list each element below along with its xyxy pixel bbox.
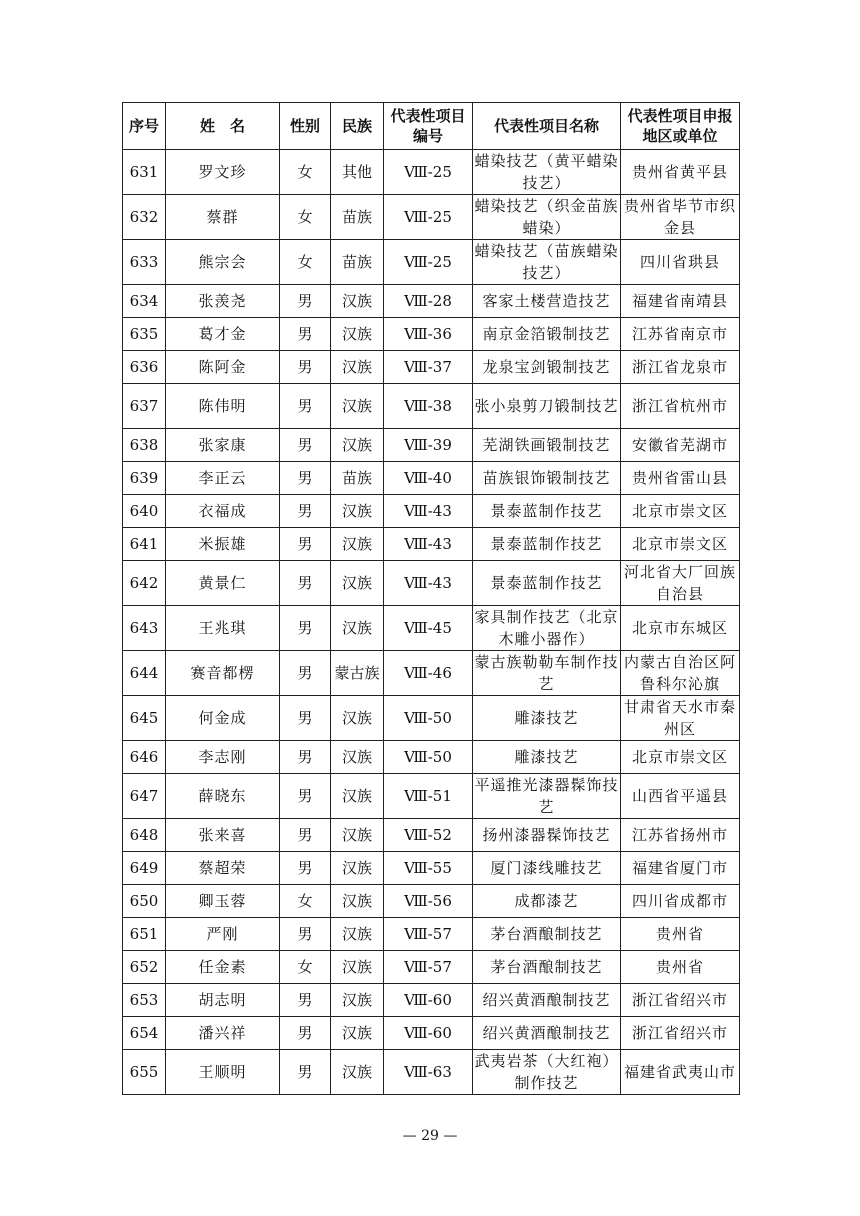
ethnicity-cell: 汉族 <box>331 696 384 741</box>
ethnicity-cell: 苗族 <box>331 195 384 240</box>
header-index: 序号 <box>123 103 166 150</box>
row-index-cell: 637 <box>123 384 166 429</box>
row-index-cell: 631 <box>123 150 166 195</box>
project-name-cell: 蜡染技艺（苗族蜡染技艺） <box>473 240 621 285</box>
inheritor-name-cell: 任金素 <box>166 951 280 984</box>
gender-cell: 男 <box>280 741 331 774</box>
ethnicity-cell: 汉族 <box>331 852 384 885</box>
project-name-cell: 南京金箔锻制技艺 <box>473 318 621 351</box>
project-code-cell: Ⅷ-38 <box>384 384 473 429</box>
ethnicity-cell: 苗族 <box>331 240 384 285</box>
gender-cell: 男 <box>280 561 331 606</box>
ethnicity-cell: 汉族 <box>331 351 384 384</box>
gender-cell: 男 <box>280 606 331 651</box>
header-project-code: 代表性项目编号 <box>384 103 473 150</box>
header-ethnicity: 民族 <box>331 103 384 150</box>
project-code-cell: Ⅷ-46 <box>384 651 473 696</box>
project-name-cell: 雕漆技艺 <box>473 741 621 774</box>
row-index-cell: 652 <box>123 951 166 984</box>
gender-cell: 女 <box>280 885 331 918</box>
project-name-cell: 景泰蓝制作技艺 <box>473 495 621 528</box>
project-code-cell: Ⅷ-45 <box>384 606 473 651</box>
ethnicity-cell: 汉族 <box>331 318 384 351</box>
ethnicity-cell: 汉族 <box>331 528 384 561</box>
table-row <box>123 1050 740 1095</box>
region-cell: 北京市崇文区 <box>621 741 740 774</box>
row-index-cell: 653 <box>123 984 166 1017</box>
inheritor-name-cell: 胡志明 <box>166 984 280 1017</box>
project-code-cell: Ⅷ-50 <box>384 696 473 741</box>
project-code-cell: Ⅷ-63 <box>384 1050 473 1095</box>
table-row <box>123 528 740 561</box>
header-gender: 性别 <box>280 103 331 150</box>
region-cell: 福建省南靖县 <box>621 285 740 318</box>
row-index-cell: 641 <box>123 528 166 561</box>
project-code-cell: Ⅷ-52 <box>384 819 473 852</box>
row-index-cell: 632 <box>123 195 166 240</box>
project-code-cell: Ⅷ-60 <box>384 984 473 1017</box>
project-name-cell: 绍兴黄酒酿制技艺 <box>473 984 621 1017</box>
table-row <box>123 885 740 918</box>
region-cell: 内蒙古自治区阿鲁科尔沁旗 <box>621 651 740 696</box>
row-index-cell: 642 <box>123 561 166 606</box>
ethnicity-cell: 汉族 <box>331 885 384 918</box>
ethnicity-cell: 汉族 <box>331 918 384 951</box>
gender-cell: 男 <box>280 462 331 495</box>
table-row <box>123 351 740 384</box>
gender-cell: 男 <box>280 819 331 852</box>
inheritor-name-cell: 何金成 <box>166 696 280 741</box>
gender-cell: 男 <box>280 1017 331 1050</box>
region-cell: 北京市东城区 <box>621 606 740 651</box>
project-code-cell: Ⅷ-60 <box>384 1017 473 1050</box>
project-name-cell: 成都漆艺 <box>473 885 621 918</box>
inheritor-name-cell: 严刚 <box>166 918 280 951</box>
project-code-cell: Ⅷ-43 <box>384 528 473 561</box>
project-code-cell: Ⅷ-56 <box>384 885 473 918</box>
ethnicity-cell: 苗族 <box>331 462 384 495</box>
project-name-cell: 茅台酒酿制技艺 <box>473 918 621 951</box>
table-row <box>123 741 740 774</box>
row-index-cell: 646 <box>123 741 166 774</box>
inheritor-name-cell: 薛晓东 <box>166 774 280 819</box>
gender-cell: 男 <box>280 429 331 462</box>
project-name-cell: 平遥推光漆器髹饰技艺 <box>473 774 621 819</box>
project-name-cell: 张小泉剪刀锻制技艺 <box>473 384 621 429</box>
inheritor-name-cell: 李志刚 <box>166 741 280 774</box>
ethnicity-cell: 汉族 <box>331 774 384 819</box>
ethnicity-cell: 汉族 <box>331 1017 384 1050</box>
header-region: 代表性项目申报地区或单位 <box>621 103 740 150</box>
project-code-cell: Ⅷ-28 <box>384 285 473 318</box>
gender-cell: 女 <box>280 951 331 984</box>
project-name-cell: 景泰蓝制作技艺 <box>473 528 621 561</box>
table-row <box>123 696 740 741</box>
table-row <box>123 285 740 318</box>
inheritor-name-cell: 罗文珍 <box>166 150 280 195</box>
table-row <box>123 462 740 495</box>
inheritor-name-cell: 蔡超荣 <box>166 852 280 885</box>
inheritor-name-cell: 张家康 <box>166 429 280 462</box>
row-index-cell: 635 <box>123 318 166 351</box>
region-cell: 浙江省绍兴市 <box>621 984 740 1017</box>
ethnicity-cell: 汉族 <box>331 984 384 1017</box>
project-name-cell: 武夷岩茶（大红袍）制作技艺 <box>473 1050 621 1095</box>
table-row <box>123 606 740 651</box>
header-project-name: 代表性项目名称 <box>473 103 621 150</box>
ethnicity-cell: 其他 <box>331 150 384 195</box>
inheritor-name-cell: 张羡尧 <box>166 285 280 318</box>
region-cell: 江苏省扬州市 <box>621 819 740 852</box>
gender-cell: 男 <box>280 651 331 696</box>
row-index-cell: 649 <box>123 852 166 885</box>
gender-cell: 男 <box>280 1050 331 1095</box>
table-row <box>123 819 740 852</box>
ethnicity-cell: 汉族 <box>331 819 384 852</box>
table-row <box>123 384 740 429</box>
region-cell: 福建省武夷山市 <box>621 1050 740 1095</box>
project-code-cell: Ⅷ-57 <box>384 951 473 984</box>
gender-cell: 男 <box>280 495 331 528</box>
row-index-cell: 648 <box>123 819 166 852</box>
table-row <box>123 429 740 462</box>
project-name-cell: 芜湖铁画锻制技艺 <box>473 429 621 462</box>
region-cell: 贵州省 <box>621 918 740 951</box>
row-index-cell: 633 <box>123 240 166 285</box>
row-index-cell: 651 <box>123 918 166 951</box>
gender-cell: 男 <box>280 528 331 561</box>
inheritor-name-cell: 陈伟明 <box>166 384 280 429</box>
table-row <box>123 984 740 1017</box>
row-index-cell: 640 <box>123 495 166 528</box>
row-index-cell: 655 <box>123 1050 166 1095</box>
project-code-cell: Ⅷ-25 <box>384 240 473 285</box>
row-index-cell: 643 <box>123 606 166 651</box>
inheritor-name-cell: 米振雄 <box>166 528 280 561</box>
inheritor-name-cell: 王兆琪 <box>166 606 280 651</box>
inheritor-name-cell: 蔡群 <box>166 195 280 240</box>
table-row <box>123 195 740 240</box>
inheritor-name-cell: 王顺明 <box>166 1050 280 1095</box>
region-cell: 江苏省南京市 <box>621 318 740 351</box>
table-row <box>123 1017 740 1050</box>
project-name-cell: 客家土楼营造技艺 <box>473 285 621 318</box>
row-index-cell: 650 <box>123 885 166 918</box>
row-index-cell: 636 <box>123 351 166 384</box>
header-name: 姓 名 <box>166 103 280 150</box>
project-name-cell: 扬州漆器髹饰技艺 <box>473 819 621 852</box>
row-index-cell: 638 <box>123 429 166 462</box>
region-cell: 浙江省绍兴市 <box>621 1017 740 1050</box>
row-index-cell: 634 <box>123 285 166 318</box>
table-row <box>123 852 740 885</box>
page-number: — 29 — <box>402 1128 458 1144</box>
inheritor-name-cell: 葛才金 <box>166 318 280 351</box>
project-code-cell: Ⅷ-25 <box>384 195 473 240</box>
project-name-cell: 厦门漆线雕技艺 <box>473 852 621 885</box>
region-cell: 北京市崇文区 <box>621 528 740 561</box>
ethnicity-cell: 蒙古族 <box>331 651 384 696</box>
row-index-cell: 644 <box>123 651 166 696</box>
project-code-cell: Ⅷ-36 <box>384 318 473 351</box>
region-cell: 安徽省芜湖市 <box>621 429 740 462</box>
table-row <box>123 561 740 606</box>
inheritor-name-cell: 李正云 <box>166 462 280 495</box>
region-cell: 浙江省杭州市 <box>621 384 740 429</box>
region-cell: 北京市崇文区 <box>621 495 740 528</box>
ethnicity-cell: 汉族 <box>331 384 384 429</box>
region-cell: 贵州省毕节市织金县 <box>621 195 740 240</box>
project-name-cell: 蜡染技艺（黄平蜡染技艺） <box>473 150 621 195</box>
project-name-cell: 龙泉宝剑锻制技艺 <box>473 351 621 384</box>
project-code-cell: Ⅷ-57 <box>384 918 473 951</box>
gender-cell: 男 <box>280 318 331 351</box>
gender-cell: 女 <box>280 195 331 240</box>
gender-cell: 男 <box>280 384 331 429</box>
ethnicity-cell: 汉族 <box>331 429 384 462</box>
project-code-cell: Ⅷ-39 <box>384 429 473 462</box>
project-code-cell: Ⅷ-37 <box>384 351 473 384</box>
region-cell: 贵州省黄平县 <box>621 150 740 195</box>
project-name-cell: 绍兴黄酒酿制技艺 <box>473 1017 621 1050</box>
region-cell: 浙江省龙泉市 <box>621 351 740 384</box>
project-code-cell: Ⅷ-55 <box>384 852 473 885</box>
gender-cell: 男 <box>280 351 331 384</box>
region-cell: 四川省成都市 <box>621 885 740 918</box>
project-code-cell: Ⅷ-40 <box>384 462 473 495</box>
project-name-cell: 茅台酒酿制技艺 <box>473 951 621 984</box>
gender-cell: 男 <box>280 696 331 741</box>
region-cell: 山西省平遥县 <box>621 774 740 819</box>
region-cell: 河北省大厂回族自治县 <box>621 561 740 606</box>
region-cell: 甘肃省天水市秦州区 <box>621 696 740 741</box>
project-name-cell: 苗族银饰锻制技艺 <box>473 462 621 495</box>
gender-cell: 男 <box>280 285 331 318</box>
gender-cell: 女 <box>280 240 331 285</box>
inheritor-name-cell: 熊宗会 <box>166 240 280 285</box>
table-row <box>123 774 740 819</box>
gender-cell: 男 <box>280 984 331 1017</box>
table-row <box>123 651 740 696</box>
region-cell: 福建省厦门市 <box>621 852 740 885</box>
table-row <box>123 495 740 528</box>
project-name-cell: 家具制作技艺（北京木雕小器作） <box>473 606 621 651</box>
region-cell: 四川省珙县 <box>621 240 740 285</box>
inheritor-name-cell: 赛音都楞 <box>166 651 280 696</box>
project-code-cell: Ⅷ-51 <box>384 774 473 819</box>
ethnicity-cell: 汉族 <box>331 741 384 774</box>
table-row <box>123 150 740 195</box>
inheritor-name-cell: 黄景仁 <box>166 561 280 606</box>
gender-cell: 女 <box>280 150 331 195</box>
project-code-cell: Ⅷ-25 <box>384 150 473 195</box>
gender-cell: 男 <box>280 774 331 819</box>
table-header-row <box>123 103 740 150</box>
gender-cell: 男 <box>280 852 331 885</box>
ethnicity-cell: 汉族 <box>331 951 384 984</box>
row-index-cell: 647 <box>123 774 166 819</box>
project-name-cell: 蜡染技艺（织金苗族蜡染） <box>473 195 621 240</box>
project-code-cell: Ⅷ-50 <box>384 741 473 774</box>
project-name-cell: 景泰蓝制作技艺 <box>473 561 621 606</box>
ethnicity-cell: 汉族 <box>331 1050 384 1095</box>
table-row <box>123 318 740 351</box>
inheritor-name-cell: 陈阿金 <box>166 351 280 384</box>
inheritor-name-cell: 衣福成 <box>166 495 280 528</box>
table-row <box>123 240 740 285</box>
inheritor-name-cell: 张来喜 <box>166 819 280 852</box>
project-name-cell: 雕漆技艺 <box>473 696 621 741</box>
project-code-cell: Ⅷ-43 <box>384 561 473 606</box>
project-code-cell: Ⅷ-43 <box>384 495 473 528</box>
ethnicity-cell: 汉族 <box>331 285 384 318</box>
ethnicity-cell: 汉族 <box>331 495 384 528</box>
table-row <box>123 918 740 951</box>
region-cell: 贵州省雷山县 <box>621 462 740 495</box>
heritage-inheritors-table <box>122 102 740 1095</box>
ethnicity-cell: 汉族 <box>331 561 384 606</box>
row-index-cell: 645 <box>123 696 166 741</box>
ethnicity-cell: 汉族 <box>331 606 384 651</box>
row-index-cell: 654 <box>123 1017 166 1050</box>
row-index-cell: 639 <box>123 462 166 495</box>
inheritor-name-cell: 卿玉蓉 <box>166 885 280 918</box>
table-row <box>123 951 740 984</box>
gender-cell: 男 <box>280 918 331 951</box>
inheritor-name-cell: 潘兴祥 <box>166 1017 280 1050</box>
project-name-cell: 蒙古族勒勒车制作技艺 <box>473 651 621 696</box>
region-cell: 贵州省 <box>621 951 740 984</box>
